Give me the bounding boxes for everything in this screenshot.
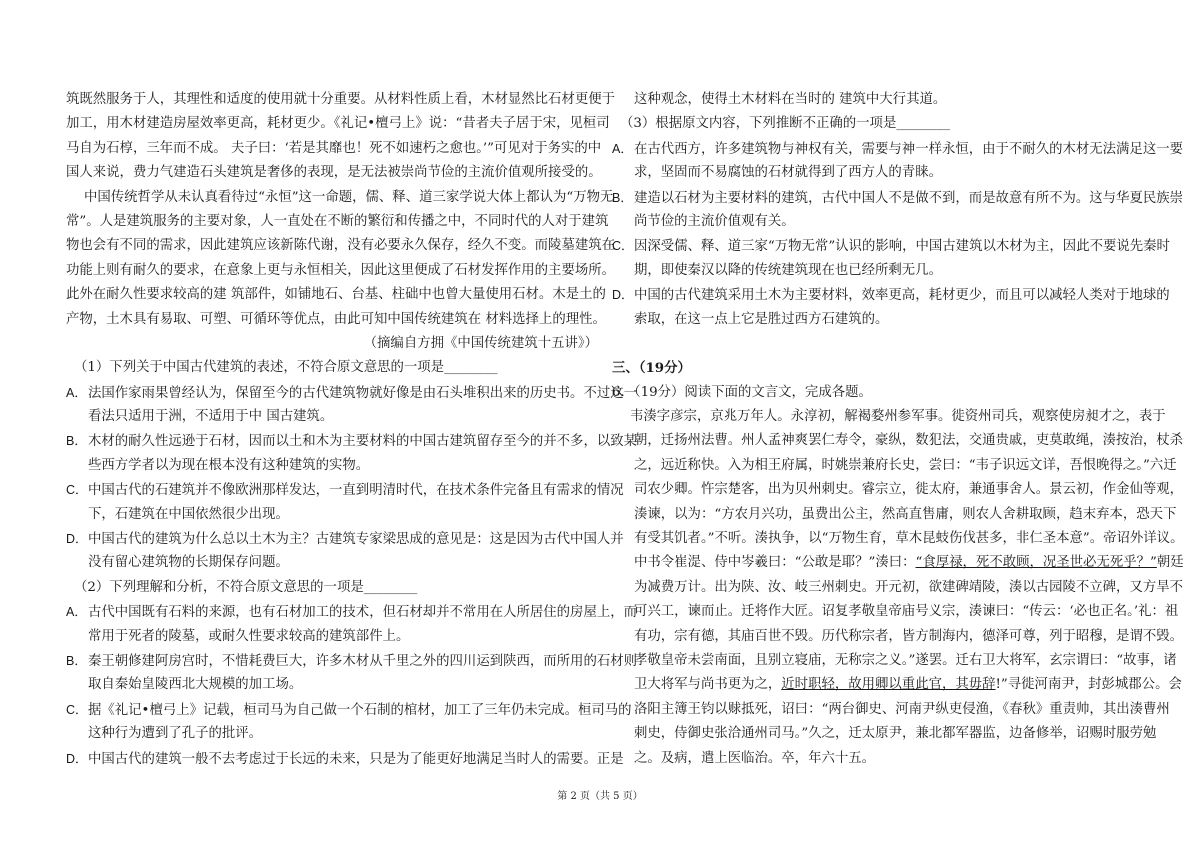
text-line [612,234,1170,258]
text-line [612,283,1170,307]
left-column [66,88,638,771]
text-line [612,551,1184,575]
text-line [66,722,598,746]
text-line [612,137,1184,161]
line-text: 产物，土木具有易取、可塑、可循环等优点，由此可知中国传统建筑在 材料选择上的理性。 [66,311,606,327]
line-text: 中国传统哲学从未认真看待过“永恒”这一命题，儒、释、道三家学说大体上都认为“万物无 [84,189,614,205]
line-text: 木材的耐久性远逊于石材，因而以土和木为主要材料的中国古建筑留存至今的并不多，以致某 [88,434,638,450]
line-text: 中书令崔湜、侍中岑羲曰：“公敢是耶？”湊曰： [634,555,916,571]
option-letter: B． [66,434,87,449]
text-line [66,454,598,478]
text-line [66,259,616,283]
text-line [66,88,616,112]
line-text: 国人来说，费力气建造石头建筑是奢侈的表现，是无法被崇尚节俭的主流价值观所接受的。 [66,165,602,181]
line-text: 秦王朝修建阿房宫时，不惜耗费巨大，许多木材从千里之外的四川运到陕西，而所用的石材则 [88,653,638,669]
line-text: 有受其饥者。”不听。湊执争，以“万物生育，草木昆蚑伤伐甚多，非仁圣本意”。帝诏外详议。 [634,531,1184,547]
text-line [66,600,638,624]
option-letter: A． [66,385,87,400]
text-line [66,576,598,600]
text-line [612,112,1144,136]
line-text: 洛阳主簿王钧以赇抵死，诏曰：“两台御史、河南尹纵吏侵渔，《春秋》重责帅，其出湊曹州 [634,701,1170,717]
underlined-text: 近时职轻，故用卿以重此官，其毋辞 [781,677,996,693]
text-line [66,210,609,234]
line-text: 看法只适用于洲，不适用于中 国古建筑。 [88,409,334,425]
text-line [612,576,1184,600]
line-text: 朝，迁扬州法曹。州人孟神爽罢仁寿令，豪纵，数犯法，交通贵戚，吏莫敢绳，湊按治，杖杀 [634,433,1184,449]
option-letter: D． [612,288,634,303]
text-line [66,649,638,673]
option-letter: A． [612,141,633,156]
text-line [612,527,1184,551]
text-line [66,332,598,356]
text-line [612,478,1184,502]
line-text: 中国的古代建筑采用土木为主要材料，效率更高，耗材更少，而且可以减轻人类对于地球的 [634,288,1170,304]
line-text: 湊谏，以为：“方农月兴功，虽费出公主，然高直售庸，则农人舍耕取顾，趋末弃本，恐天下 [634,506,1177,522]
line-text: 期，即使秦汉以降的传统建筑现在也已经所剩无几。 [634,262,942,278]
line-text: 物也会有不同的需求，因此建筑应该新陈代谢，没有必要永久保存，经久不变。而陵墓建筑在 [66,238,616,254]
text-line [66,234,616,258]
text-line [66,478,624,502]
line-text: 没有留心建筑物的长期保存问题。 [88,555,289,571]
text-line [612,332,1144,356]
line-text: 常用于死者的陵墓，或耐久性要求较高的建筑部件上。 [88,628,410,644]
option-letter: C． [612,239,634,254]
option-letter: B． [66,653,87,668]
line-text: 因深受儒、释、道三家“万物无常”认识的影响，中国古建筑以木材为主，因此不要说先秦时 [634,239,1170,255]
line-text: 中国古代的建筑为什么总以土木为主？古建筑专家梁思成的意见是：这是因为古代中国人并 [88,532,624,548]
text-line [612,600,1179,624]
line-text: （2）下列理解和分析，不符合原文意思的一项是________ [74,579,418,595]
line-text: 中国古代的石建筑并不像欧洲那样发达，一直到明清时代，在技术条件完备且有需求的情况 [88,483,624,499]
text-line [612,698,1170,722]
line-text: 功能上则有耐久的要求，在意象上更与永恒相关，因此这里便成了石材发挥作用的主要场所。 [66,262,616,278]
line-text: 可兴工，谏而止。迁将作大匠。诏复孝敬皇帝庙号义宗，湊谏曰：“传云：‘必也正名。’礼：祖 [634,604,1179,620]
text-line [612,503,1177,527]
line-text: 有功，宗有德，其庙百世不毁。历代称宗者，皆方制海内，德泽可尊，列于昭穆，是谓不毁。 [634,628,1184,644]
line-text: 刺史，侍御史张洽通州司马。”久之，迁太原尹，兼北都军器监，边备修举，诏赐时服劳勉 [634,726,1157,742]
text-line [66,527,624,551]
line-text: 韦湊字彦宗，京兆万年人。永淳初，解褐婺州参军事。徙资州司兵，观察使房昶才之，表于 [630,409,1166,425]
text-line [66,551,598,575]
line-text: 下，石建筑在中国依然很少出现。 [88,506,289,522]
text-line [66,161,602,185]
text-line [66,405,598,429]
line-text: 尚节俭的主流价值观有关。 [634,213,795,229]
line-text-tail: 朝廷 [1156,555,1184,571]
text-line [66,698,632,722]
text-line [612,356,1144,380]
line-text: （3）根据原文内容，下列推断不正确的一项是________ [620,116,950,132]
page-footer: 第 2 页（共 5 页） [557,791,643,802]
text-line [612,673,1182,697]
line-text: 卫大将军与尚书更为之， [634,677,782,693]
text-line [612,308,1144,332]
text-line [612,259,1144,283]
line-text: 加工，用木材建造房屋效率更高，耗材更少。《礼记•檀弓上》说：“昔者夫子居于宋，见桓司 [66,116,610,132]
line-text: （1）下列关于中国古代建筑的表述，不符合原文意思的一项是________ [74,360,498,376]
text-line [66,503,598,527]
line-text: 之。及病，遣上医临治。卒，年六十五。 [634,750,876,766]
line-text: 司农少卿。忤宗楚客，出为贝州刺史。睿宗立，徙太府，兼通事舍人。景云初，作金仙等观， [634,482,1184,498]
line-text: 为减费万计。出为陕、汝、岐三州刺史。开元初，欲建碑靖陵，湊以古园陵不立碑，又方旱不 [634,579,1184,595]
text-line [612,429,1184,453]
line-text: 求，坚固而不易腐蚀的石材就得到了西方人的青睐。 [634,165,942,181]
option-letter: D． [66,751,88,766]
underlined-text: “食厚禄，死不敢顾，况圣世必无死乎？” [915,555,1157,571]
text-line [66,356,598,380]
line-text: 6．（19分）阅读下面的文言文，完成各题。 [612,384,872,400]
text-line [66,673,598,697]
line-text: 筑既然服务于人，其理性和适度的使用就十分重要。从材料性质上看，木材显然比石材更便于 [66,92,616,107]
text-line [66,625,598,649]
line-text: 建造以石材为主要材料的建筑，古代中国人不是做不到，而是故意有所不为。这与华夏民族崇 [634,190,1184,206]
text-line [612,722,1157,746]
line-text: 在古代西方，许多建筑物与神权有关，需要与神一样永恒，由于不耐久的木材无法满足这一要 [634,141,1184,157]
line-text: 常”。人是建筑服务的主要对象，人一直处在不断的繁衍和传播之中，不同时代的人对于建筑 [66,213,609,229]
line-text: 索取，在这一点上它是胜过西方石建筑的。 [634,311,889,327]
option-letter: C． [66,483,88,498]
line-text: 古代中国既有石料的来源，也有石材加工的技术，但石材却并不常用在人所居住的房屋上，而 [88,605,638,621]
line-text: 中国古代的建筑一般不去考虑过于长远的未来，只是为了能更好地满足当时人的需要。正是 [88,751,624,767]
text-line [66,283,606,307]
line-text: 些西方学者以为现在根本没有这种建筑的实物。 [88,457,370,473]
line-text: （摘编自方拥《中国传统建筑十五讲》） [363,335,598,351]
text-line [612,186,1184,210]
text-line [612,747,1144,771]
line-text: 据《礼记•檀弓上》记载，桓司马为自己做一个石制的棺材，加工了三年仍未完成。桓司马的 [88,702,632,718]
right-column [612,88,1184,771]
text-line [612,210,1144,234]
line-text: 此外在耐久性要求较高的建 筑部件，如铺地石、台基、柱础中也曾大量使用石材。木是土的 [66,287,606,303]
line-text: 之，远近称快。入为相王府属，时姚崇兼府长史，尝曰：“韦子识远文详，吾恨晚得之。”六迁 [634,457,1177,473]
option-letter: D． [66,532,88,547]
text-line [612,405,1166,429]
text-line [66,381,638,405]
line-text: 取自秦始皇陵西北大规模的加工场。 [88,677,303,693]
text-line [612,454,1177,478]
text-line [66,112,610,136]
text-line [66,429,638,453]
line-text-tail: !”寻徙河南尹，封彭城郡公。会 [995,677,1182,693]
text-line [66,308,606,332]
line-text: 马自为石椁，三年而不成。 夫子曰：‘若是其靡也！死不如速朽之愈也。’”可见对于务实的中 [66,140,602,156]
line-text: 这种观念，使得土木材料在当时的 建筑中大行其道。 [634,92,947,107]
text-line [612,649,1177,673]
text-line [66,186,614,210]
text-line [612,161,1144,185]
line-text: 法国作家雨果曾经认为，保留至今的古代建筑物就好像是由石头堆积出来的历史书。不过这一 [88,385,638,401]
text-line [612,381,1144,405]
option-letter: B． [612,190,633,205]
text-line [66,137,602,161]
text-line [612,625,1184,649]
text-line [66,747,624,771]
option-letter: C． [66,702,88,717]
line-text: 这种行为遭到了孔子的批评。 [88,726,263,742]
text-line [612,88,1144,112]
line-text: 三、（19分） [612,360,691,377]
option-letter: A． [66,605,87,620]
line-text: 孝敬皇帝未尝南面，且别立寝庙，无称宗之义。”遂罢。迁右卫大将军，玄宗谓曰：“故事，诸 [634,652,1177,668]
